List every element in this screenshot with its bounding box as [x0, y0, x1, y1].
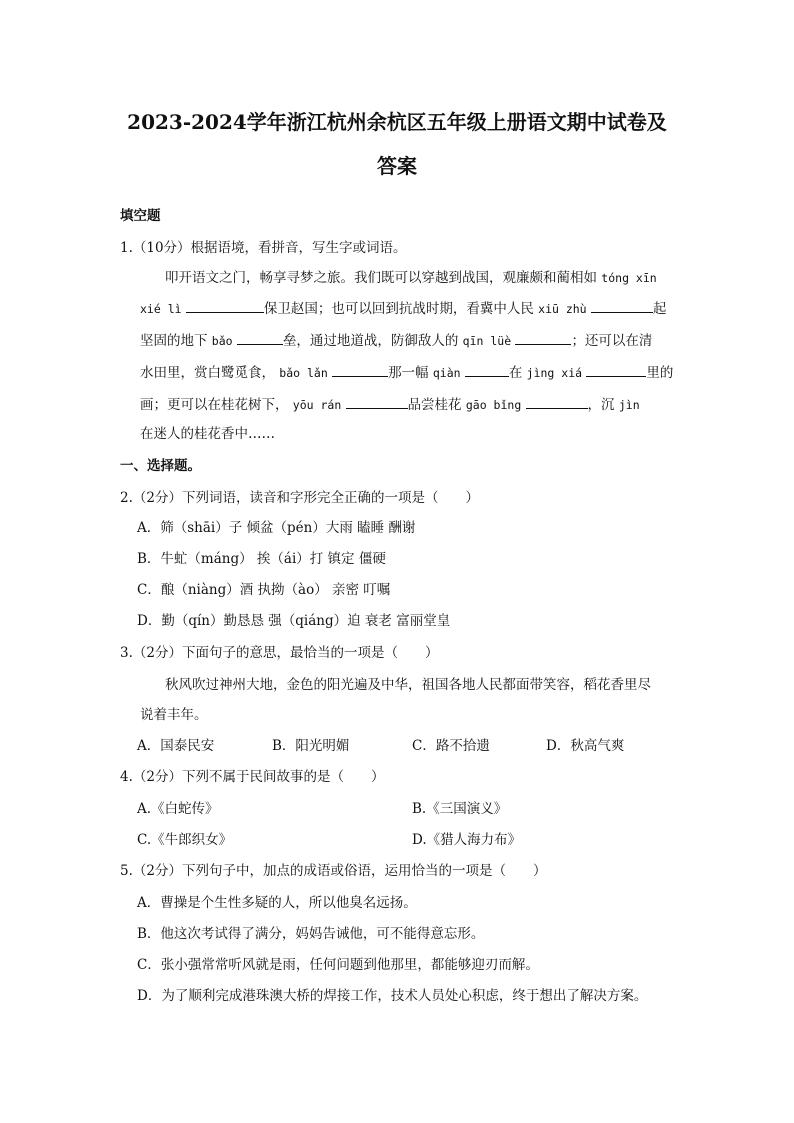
answer-blank[interactable] — [586, 362, 646, 377]
q1-text: 在 — [508, 365, 523, 381]
q1-text: 水田里，赏白鹭觅食， — [140, 365, 275, 381]
title-line-1: 2023-2024学年浙江杭州余杭区五年级上册语文期中试卷及 — [127, 110, 667, 134]
answer-blank[interactable] — [332, 362, 388, 377]
answer-blank[interactable] — [591, 298, 653, 313]
q1-stem: 1.（10分）根据语境，看拼音，写生字或词语。 — [120, 240, 407, 256]
answer-blank[interactable] — [465, 362, 509, 377]
answer-blank[interactable] — [526, 394, 588, 409]
pinyin: bǎo — [211, 334, 233, 348]
q1-text: 里的 — [646, 365, 674, 381]
q4-option-a[interactable]: A.《白蛇传》 — [137, 801, 219, 817]
section-fill-heading: 填空题 — [120, 208, 161, 224]
q2-option-b[interactable]: B．牛虻（máng） 挨（ái）打 镇定 僵硬 — [137, 551, 386, 567]
q1-text: 品尝桂花 — [407, 397, 462, 413]
pinyin: yōu rán — [292, 398, 342, 412]
q1-line-4 — [140, 362, 673, 383]
q2-option-a[interactable]: A．筛（shāi）子 倾盆（pén）大雨 瞌睡 酬谢 — [137, 520, 416, 536]
exam-title — [100, 100, 694, 188]
q3-stem: 3.（2分）下面句子的意思，最恰当的一项是（ ） — [120, 645, 439, 661]
q1-text: ；还可以在清 — [571, 333, 653, 349]
q5-option-a[interactable]: A．曹操是个生性多疑的人，所以他臭名远扬。 — [137, 895, 417, 911]
q4-option-d[interactable]: D.《猎人海力布》 — [412, 832, 522, 848]
q2-option-c[interactable]: C．酿（niàng）酒 执拗（ào） 亲密 叮嘱 — [137, 582, 391, 598]
q1-text: 保卫赵国；也可以回到抗战时期，看冀中人民 — [263, 301, 534, 317]
q1-text: 垒，通过地道战，防御敌人的 — [282, 333, 459, 349]
q4-stem: 4.（2分）下列不属于民间故事的是（ ） — [120, 769, 385, 785]
pinyin: jìn — [618, 398, 640, 412]
q1-text: 那一幅 — [388, 365, 429, 381]
pinyin: jìng xiá — [526, 366, 583, 380]
q1-line-6: 在迷人的桂花香中…… — [140, 426, 275, 442]
pinyin: xié lì — [140, 302, 182, 316]
pinyin: qiàn — [432, 366, 461, 380]
q2-option-d[interactable]: D．勤（qín）勤恳恳 强（qiáng）迫 衰老 富丽堂皇 — [137, 613, 451, 629]
q1-line-2 — [140, 298, 666, 319]
pinyin: xiū zhù — [538, 302, 587, 316]
answer-blank[interactable] — [186, 298, 264, 313]
q3-option-a[interactable]: A．国泰民安 — [137, 738, 215, 754]
q1-line-3 — [140, 330, 652, 351]
q1-text: 坚固的地下 — [140, 333, 208, 349]
q5-option-b[interactable]: B．他这次考试得了满分，妈妈告诫他，可不能得意忘形。 — [137, 926, 485, 942]
q5-option-d[interactable]: D．为了顺利完成港珠澳大桥的焊接工作，技术人员处心积虑，终于想出了解决方案。 — [137, 988, 648, 1004]
q3-passage-2: 说着丰年。 — [140, 707, 208, 723]
q1-text: 叩开语文之门，畅享寻梦之旅。我们既可以穿越到战国，观廉颇和蔺相如 — [165, 270, 597, 286]
q2-stem: 2.（2分）下列词语，读音和字形完全正确的一项是（ ） — [120, 490, 479, 506]
q4-option-c[interactable]: C.《牛郎织女》 — [137, 832, 233, 848]
section-choice-heading: 一、选择题。 — [120, 458, 201, 474]
pinyin: qīn lüè — [462, 334, 512, 348]
q5-stem: 5.（2分）下列句子中，加点的成语或俗语，运用恰当的一项是（ ） — [120, 863, 547, 879]
answer-blank[interactable] — [515, 330, 571, 345]
title-line-2: 答案 — [377, 154, 417, 178]
pinyin: gāo bǐng — [465, 398, 522, 412]
pinyin: tóng xīn — [601, 271, 657, 285]
q1-line-1 — [165, 268, 657, 288]
q1-text: 起 — [652, 301, 667, 317]
q1-text: ，沉 — [587, 397, 615, 413]
q5-option-c[interactable]: C．张小强常常听风就是雨，任何问题到他那里，都能够迎刃而解。 — [137, 957, 539, 973]
q4-option-b[interactable]: B.《三国演义》 — [412, 801, 508, 817]
pinyin: bǎo lǎn — [279, 366, 328, 380]
q3-option-b[interactable]: B．阳光明媚 — [272, 738, 350, 754]
q1-line-5 — [140, 394, 640, 415]
q1-text: 画；更可以在桂花树下， — [140, 397, 289, 413]
q3-option-d[interactable]: D．秋高气爽 — [546, 738, 625, 754]
q3-option-c[interactable]: C．路不拾遗 — [412, 738, 490, 754]
answer-blank[interactable] — [237, 330, 283, 345]
q3-passage-1: 秋风吹过神州大地，金色的阳光遍及中华，祖国各地人民都面带笑容，稻花香里尽 — [165, 677, 651, 693]
answer-blank[interactable] — [346, 394, 408, 409]
